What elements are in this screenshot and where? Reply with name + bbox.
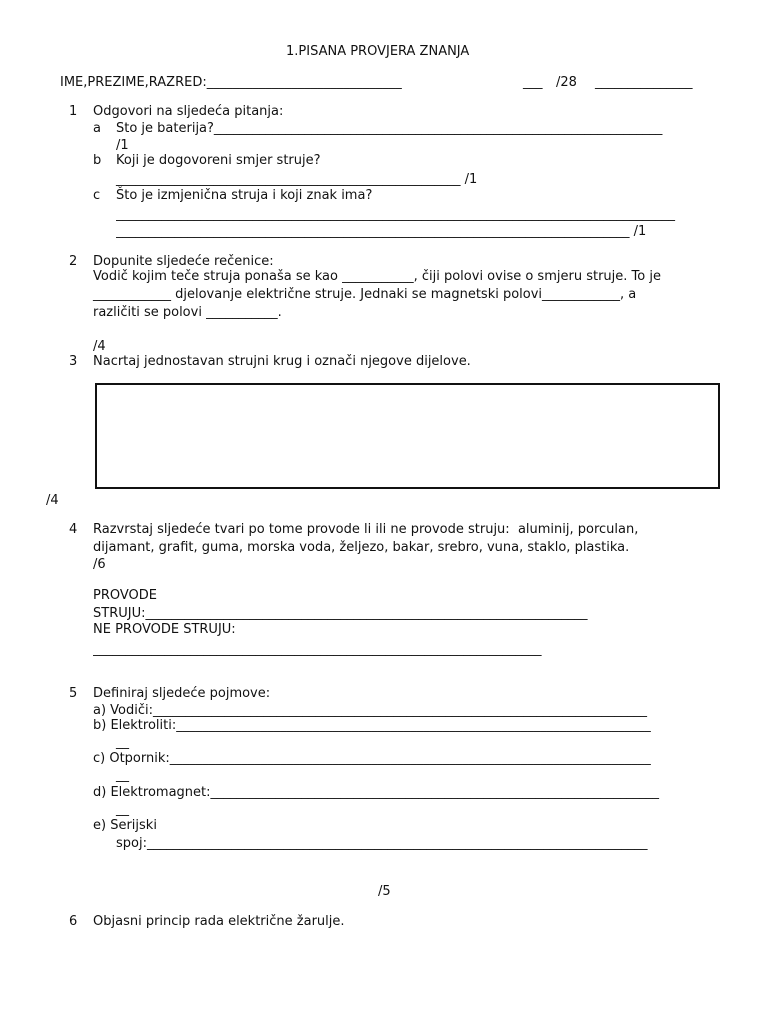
grade-blank: _______________	[595, 75, 693, 90]
ne-provode-answer-line: _____________________________________________________________________	[93, 642, 542, 657]
question-5c-wrap: __	[116, 768, 129, 783]
question-1-text: Odgovori na sljedeća pitanja:	[93, 104, 284, 119]
question-2-line-1: Vodič kojim teče struja ponaša se kao ___________, čiji polovi ovise o smjeru struje. To je	[93, 269, 661, 284]
question-5d-line: d) Elektromagnet:_____________________________________________________________________	[93, 785, 660, 800]
ne-provode-label: NE PROVODE STRUJU:	[93, 622, 236, 637]
question-2-line-2: ____________ djelovanje električne struje. Jednaki se magnetski polovi____________, a	[93, 287, 637, 302]
question-6-number: 6	[69, 914, 78, 929]
question-4-line-2: dijamant, grafit, guma, morska voda, željezo, bakar, srebro, vuna, staklo, plastika.	[93, 540, 630, 555]
question-1b-answer-line: _____________________________________________________ /1	[116, 172, 478, 187]
question-1c-answer-line-2: _______________________________________________________________________________ /1	[116, 224, 647, 239]
question-2-points: /4	[93, 339, 106, 354]
page-title: 1.PISANA PROVJERA ZNANJA	[286, 44, 470, 59]
question-5e-line: spoj:_____________________________________________________________________________	[116, 836, 648, 851]
question-5e-label: e) Serijski	[93, 818, 157, 833]
question-5-number: 5	[69, 686, 78, 701]
question-3-number: 3	[69, 354, 78, 369]
score-blank: ___	[523, 75, 543, 90]
question-1-number: 1	[69, 104, 78, 119]
question-4-number: 4	[69, 522, 78, 537]
question-5c-line: c) Otpornik:__________________________________________________________________________	[93, 751, 651, 766]
question-1c-text: Što je izmjenična struja i koji znak ima?	[116, 188, 373, 203]
question-4-points: /6	[93, 557, 106, 572]
question-1a-points: /1	[116, 138, 129, 153]
question-4-line-1: Razvrstaj sljedeće tvari po tome provode li ili ne provode struju: aluminij, porculan,	[93, 522, 639, 537]
question-6-text: Objasni princip rada električne žarulje.	[93, 914, 345, 929]
question-5-text: Definiraj sljedeće pojmove:	[93, 686, 271, 701]
question-3-points: /4	[46, 493, 59, 508]
question-5a-line: a) Vodiči:____________________________________________________________________________	[93, 703, 648, 718]
question-2-line-3: različiti se polovi ___________.	[93, 305, 282, 320]
question-5-points: /5	[378, 884, 391, 899]
question-3-text: Nacrtaj jednostavan strujni krug i označi njegove dijelove.	[93, 354, 471, 369]
question-1b-letter: b	[93, 153, 102, 168]
question-1c-letter: c	[93, 188, 101, 203]
question-5b-line: b) Elektroliti:_________________________________________________________________________	[93, 718, 651, 733]
score-total: /28	[556, 75, 577, 90]
question-1a-text: Što je baterija?_____________________________________________________________________	[116, 121, 663, 136]
question-1b-text: Koji je dogovoreni smjer struje?	[116, 153, 321, 168]
circuit-drawing-box[interactable]	[95, 383, 720, 489]
question-5d-wrap: __	[116, 802, 129, 817]
provode-label: PROVODE	[93, 588, 157, 603]
question-1a-letter: a	[93, 121, 101, 136]
question-2-text: Dopunite sljedeće rečenice:	[93, 254, 274, 269]
question-1c-answer-line-1: ______________________________________________________________________________________	[116, 207, 675, 222]
question-2-number: 2	[69, 254, 78, 269]
provode-answer-line: STRUJU:____________________________________________________________________	[93, 606, 588, 621]
name-field-label: IME,PREZIME,RAZRED:______________________________	[60, 75, 402, 90]
question-5b-wrap: __	[116, 735, 129, 750]
